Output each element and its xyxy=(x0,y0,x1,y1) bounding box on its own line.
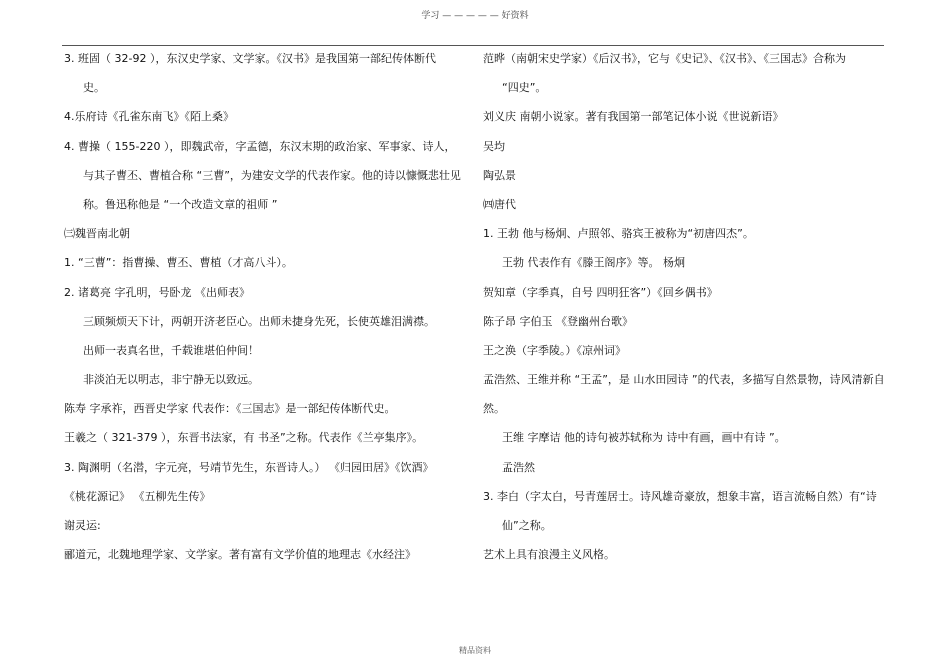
page-footer: 精品资料 xyxy=(459,646,491,655)
section-heading: ㈣唐代 xyxy=(483,197,516,211)
text-line: 2. 诸葛亮 字孔明，号卧龙 《出师表》 xyxy=(64,285,250,299)
text-line: 称。鲁迅称他是 “一个改造文章的祖师 ” xyxy=(83,197,278,211)
quote-line: 三顾频烦天下计，两朝开济老臣心。出师未捷身先死，长使英雄泪满襟。 xyxy=(83,314,435,328)
text-line: 范晔（南朝宋史学家）《后汉书》，它与《史记》、《汉书》、《三国志》合称为 xyxy=(483,52,846,65)
quote-line: 非淡泊无以明志，非宁静无以致远。 xyxy=(83,373,259,387)
text-line: 《桃花源记》 《五柳先生传》 xyxy=(64,489,211,503)
text-line: 1. 王勃 他与杨炯、卢照邻、骆宾王被称为“初唐四杰”。 xyxy=(483,227,754,241)
text-line: 3. 陶渊明（名潜，字元亮，号靖节先生，东晋诗人。） 《归园田居》《饮酒》 xyxy=(64,460,434,474)
text-line: 4.乐府诗《孔雀东南飞》《陌上桑》 xyxy=(64,110,234,124)
text-line: 谢灵运: xyxy=(64,519,101,532)
section-heading: ㈢魏晋南北朝 xyxy=(64,227,130,241)
text-line: 1. “三曹”：指曹操、曹丕、曹植（才高八斗）。 xyxy=(64,256,293,270)
text-line: “四史”。 xyxy=(502,81,547,95)
text-line: 吴均 xyxy=(483,139,505,153)
text-line: 3. 李白（字太白，号青莲居士。诗风雄奇豪放，想象丰富，语言流畅自然）有“诗 xyxy=(483,489,877,503)
text-line: 3. 班固（ 32-92 ），东汉史学家、文学家。《汉书》是我国第一部纪传体断代 xyxy=(64,52,436,65)
text-line: 贺知章（字季真，自号 四明狂客”）《回乡偶书》 xyxy=(483,285,718,299)
text-line: 郦道元，北魏地理学家、文学家。著有富有文学价值的地理志《水经注》 xyxy=(64,548,416,562)
text-line: 刘义庆 南朝小说家。著有我国第一部笔记体小说《世说新语》 xyxy=(483,110,784,124)
text-line: 仙”之称。 xyxy=(502,519,552,532)
text-line: 王勃 代表作有《滕王阁序》等。 杨炯 xyxy=(502,256,685,270)
text-line: 陈寿 字承祚，西晋史学家 代表作：《三国志》是一部纪传体断代史。 xyxy=(64,402,396,416)
text-line: 王维 字摩诘 他的诗句被苏轼称为 诗中有画，画中有诗 ”。 xyxy=(502,431,786,445)
right-column xyxy=(483,52,888,577)
text-line: 4. 曹操（ 155-220 ），即魏武帝，字孟德，东汉末期的政治家、军事家、诗人， xyxy=(64,139,456,153)
header-divider xyxy=(62,45,884,46)
text-line: 艺术上具有浪漫主义风格。 xyxy=(483,548,615,562)
quote-line: 出师一表真名世，千载谁堪伯仲间！ xyxy=(83,343,259,357)
text-line: 王羲之（ 321-379 ），东晋书法家，有 书圣”之称。代表作《兰亭集序》。 xyxy=(64,431,424,445)
text-line: 王之涣（字季陵。）《凉州词》 xyxy=(483,343,626,357)
text-line: 陈子昂 字伯玉 《登幽州台歌》 xyxy=(483,314,633,328)
text-line: 陶弘景 xyxy=(483,168,516,182)
page-header: 学习 — — — — — 好资料 xyxy=(421,11,529,21)
text-line: 孟浩然 xyxy=(502,460,535,474)
text-line: 史。 xyxy=(83,81,105,95)
text-line: 孟浩然、王维并称 “王孟”，是 山水田园诗 ”的代表，多描写自然景物，诗风清新自 xyxy=(483,373,885,387)
left-column xyxy=(64,52,474,577)
text-line: 与其子曹丕、曹植合称 “三曹”，为建安文学的代表作家。他的诗以慷慨悲壮见 xyxy=(83,168,461,182)
text-line: 然。 xyxy=(483,402,505,416)
